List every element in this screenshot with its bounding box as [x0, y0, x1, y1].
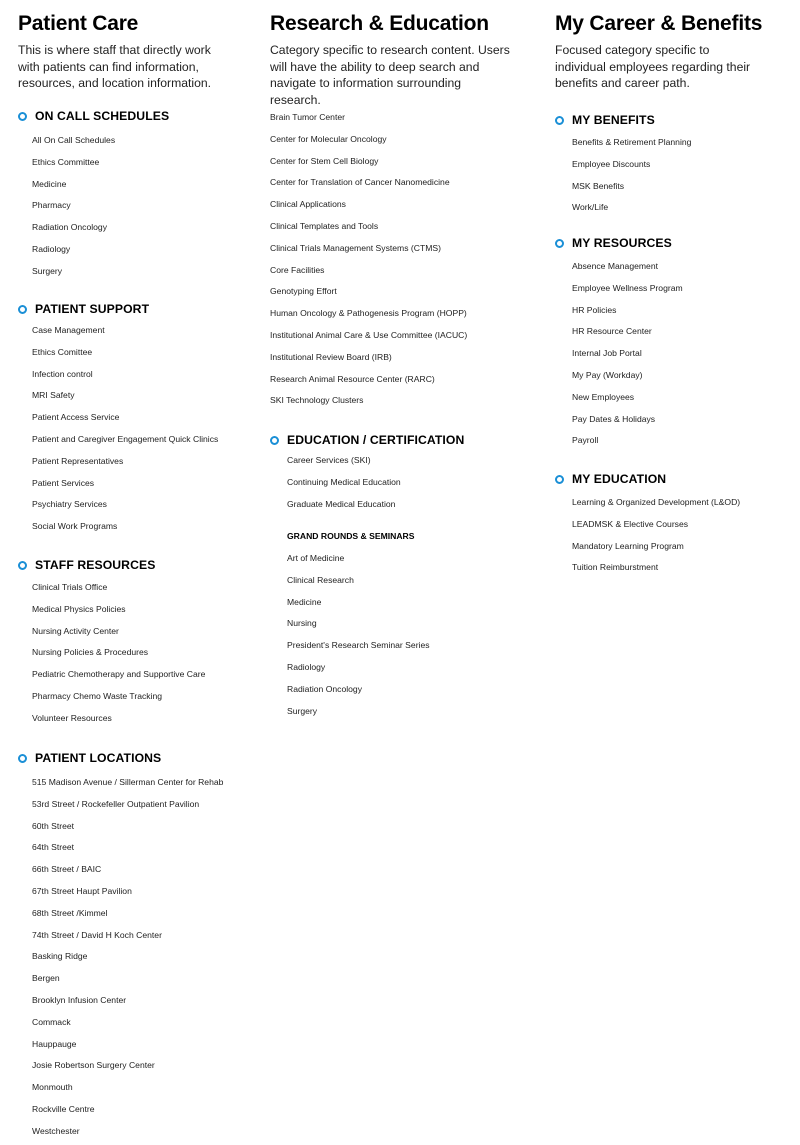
list-link[interactable]: Case Management — [32, 325, 105, 335]
list-link[interactable]: My Pay (Workday) — [572, 369, 643, 380]
list-link[interactable]: Monmouth — [32, 1082, 73, 1093]
circle-bullet-icon — [555, 239, 564, 248]
list-link[interactable]: Center for Stem Cell Biology — [270, 155, 379, 166]
list-link[interactable]: Patient Access Service — [32, 412, 120, 423]
list-link[interactable]: Pediatric Chemotherapy and Supportive Care — [32, 669, 206, 680]
list-link[interactable]: Continuing Medical Education — [287, 476, 401, 487]
list-link[interactable]: Art of Medicine — [287, 553, 345, 563]
list-link[interactable]: Employee Discounts — [572, 158, 651, 169]
circle-bullet-icon — [555, 475, 564, 484]
list-link[interactable]: Core Facilities — [270, 264, 325, 275]
list-link[interactable]: HR Resource Center — [572, 326, 652, 337]
list-link[interactable]: Pharmacy — [32, 200, 71, 211]
section-title: EDUCATION / CERTIFICATION — [287, 433, 465, 447]
list-link[interactable]: Ethics Committee — [32, 156, 100, 167]
list-link[interactable]: Radiology — [287, 661, 326, 672]
list-link[interactable]: Commack — [32, 1016, 71, 1027]
list-link[interactable]: 64th Street — [32, 842, 75, 853]
section-title: PATIENT LOCATIONS — [35, 751, 162, 765]
section-title: MY RESOURCES — [572, 236, 672, 250]
list-link[interactable]: 68th Street /Kimmel — [32, 907, 108, 918]
section-title: STAFF RESOURCES — [35, 558, 156, 572]
column-description: Focused category specific to individual employees regarding their benefits and career path. — [555, 43, 751, 90]
education-certification-list — [287, 452, 401, 517]
list-link[interactable]: Social Work Programs — [32, 521, 118, 532]
section-title: PATIENT SUPPORT — [35, 302, 150, 316]
list-link[interactable]: Nursing — [287, 618, 317, 629]
section-my-benefits — [555, 112, 655, 128]
list-link[interactable]: Clinical Templates and Tools — [270, 220, 379, 231]
list-link[interactable]: Medical Physics Policies — [32, 603, 126, 614]
list-link[interactable]: Nursing Activity Center — [32, 625, 119, 636]
list-link[interactable]: Psychiatry Services — [32, 499, 107, 510]
list-link[interactable]: MRI Safety — [32, 390, 75, 401]
column-description: Category specific to research content. Users will have the ability to deep search and navigate to information surrounding research. — [270, 43, 510, 107]
section-my-resources — [555, 235, 672, 251]
list-link[interactable]: Clinical Research — [287, 574, 354, 585]
on-call-schedules-list — [32, 132, 115, 285]
list-link[interactable]: All On Call Schedules — [32, 135, 116, 145]
list-link[interactable]: Learning & Organized Development (L&OD) — [572, 497, 741, 507]
list-link[interactable]: Mandatory Learning Program — [572, 540, 684, 551]
list-link[interactable]: Patient and Caregiver Engagement Quick Clinics — [32, 433, 219, 444]
column-title: My Career & Benefits — [555, 12, 763, 35]
list-link[interactable]: Nursing Policies & Procedures — [32, 647, 149, 658]
staff-resources-list — [32, 579, 205, 732]
list-link[interactable]: Ethics Comittee — [32, 346, 93, 357]
list-link[interactable]: Research Animal Resource Center (RARC) — [270, 373, 435, 384]
list-link[interactable]: Rockville Centre — [32, 1103, 95, 1114]
list-link[interactable]: Institutional Review Board (IRB) — [270, 351, 392, 362]
my-benefits-list — [572, 134, 691, 221]
list-link[interactable]: Absence Management — [572, 261, 658, 271]
section-title: MY BENEFITS — [572, 113, 655, 127]
list-link[interactable]: Work/Life — [572, 202, 609, 213]
section-education-certification — [270, 432, 464, 448]
column-description: This is where staff that directly work with patients can find information, resources, and location information. — [18, 43, 212, 90]
list-link[interactable]: Westchester — [32, 1125, 80, 1136]
list-link[interactable]: Internal Job Portal — [572, 348, 642, 359]
list-link[interactable]: Surgery — [287, 705, 318, 716]
list-link[interactable]: New Employees — [572, 391, 635, 402]
list-link[interactable]: Employee Wellness Program — [572, 282, 683, 293]
list-link[interactable]: MSK Benefits — [572, 180, 625, 191]
my-resources-list — [572, 258, 683, 454]
list-link[interactable]: 74th Street / David H Koch Center — [32, 929, 162, 940]
list-link[interactable]: Patient Services — [32, 477, 95, 488]
section-on-call-schedules — [18, 108, 169, 124]
circle-bullet-icon — [18, 561, 27, 570]
list-link[interactable]: 53rd Street / Rockefeller Outpatient Pavilion — [32, 798, 200, 809]
list-link[interactable]: Medicine — [287, 596, 322, 607]
section-patient-support — [18, 301, 149, 317]
list-link[interactable]: Career Services (SKI) — [287, 455, 371, 465]
grand-rounds-list — [287, 550, 430, 724]
circle-bullet-icon — [18, 754, 27, 763]
list-link[interactable]: Graduate Medical Education — [287, 498, 396, 509]
circle-bullet-icon — [18, 305, 27, 314]
my-education-list — [572, 494, 740, 581]
section-patient-locations — [18, 750, 161, 766]
list-link[interactable]: Volunteer Resources — [32, 712, 112, 723]
list-link[interactable]: Human Oncology & Pathogenesis Program (HOPP) — [270, 308, 467, 319]
list-link[interactable]: Clinical Trials Office — [32, 582, 108, 592]
list-link[interactable]: Benefits & Retirement Planning — [572, 137, 692, 147]
list-link[interactable]: Surgery — [32, 265, 63, 276]
list-link[interactable]: President's Research Seminar Series — [287, 640, 430, 651]
list-link[interactable]: Brooklyn Infusion Center — [32, 994, 127, 1005]
section-staff-resources — [18, 557, 155, 573]
grand-rounds-subheading: GRAND ROUNDS & SEMINARS — [287, 531, 415, 541]
list-link[interactable]: 67th Street Haupt Pavilion — [32, 885, 132, 896]
patient-support-list — [32, 322, 218, 540]
list-link[interactable]: Pharmacy Chemo Waste Tracking — [32, 690, 163, 701]
patient-locations-list — [32, 774, 223, 1145]
circle-bullet-icon — [270, 436, 279, 445]
column-title: Patient Care — [18, 12, 139, 35]
list-link[interactable]: Genotyping Effort — [270, 286, 337, 297]
section-title: MY EDUCATION — [572, 472, 667, 486]
list-link[interactable]: 515 Madison Avenue / Sillerman Center for Rehab — [32, 777, 224, 787]
list-link[interactable]: Radiation Oncology — [32, 222, 108, 233]
list-link[interactable]: Hauppauge — [32, 1038, 77, 1049]
list-link[interactable]: SKI Technology Clusters — [270, 395, 364, 406]
list-link[interactable]: HR Policies — [572, 304, 617, 315]
list-link[interactable]: Josie Robertson Surgery Center — [32, 1060, 155, 1071]
section-title: ON CALL SCHEDULES — [35, 109, 170, 123]
circle-bullet-icon — [18, 112, 27, 121]
list-link[interactable]: Clinical Trials Management Systems (CTMS) — [270, 242, 441, 253]
list-link[interactable]: Center for Translation of Cancer Nanomedicine — [270, 177, 450, 188]
list-link[interactable]: Radiation Oncology — [287, 683, 363, 694]
list-link[interactable]: Medicine — [32, 178, 67, 189]
list-link[interactable]: 66th Street / BAIC — [32, 864, 102, 875]
list-link[interactable]: Infection control — [32, 368, 93, 379]
list-link[interactable]: Patient Representatives — [32, 455, 124, 466]
list-link[interactable]: Basking Ridge — [32, 951, 88, 962]
section-my-education — [555, 471, 666, 487]
list-link[interactable]: Bergen — [32, 973, 60, 984]
list-link[interactable]: LEADMSK & Elective Courses — [572, 518, 689, 529]
list-link[interactable]: Brain Tumor Center — [270, 112, 345, 122]
research-links-list — [270, 109, 467, 414]
list-link[interactable]: Clinical Applications — [270, 199, 346, 210]
list-link[interactable]: 60th Street — [32, 820, 75, 831]
list-link[interactable]: Institutional Animal Care & Use Committee (IACUC) — [270, 329, 468, 340]
list-link[interactable]: Payroll — [572, 435, 599, 446]
column-title: Research & Education — [270, 12, 489, 35]
list-link[interactable]: Pay Dates & Holidays — [572, 413, 656, 424]
list-link[interactable]: Center for Molecular Oncology — [270, 133, 387, 144]
list-link[interactable]: Tuition Reimburstment — [572, 562, 659, 573]
circle-bullet-icon — [555, 116, 564, 125]
list-link[interactable]: Radiology — [32, 243, 71, 254]
